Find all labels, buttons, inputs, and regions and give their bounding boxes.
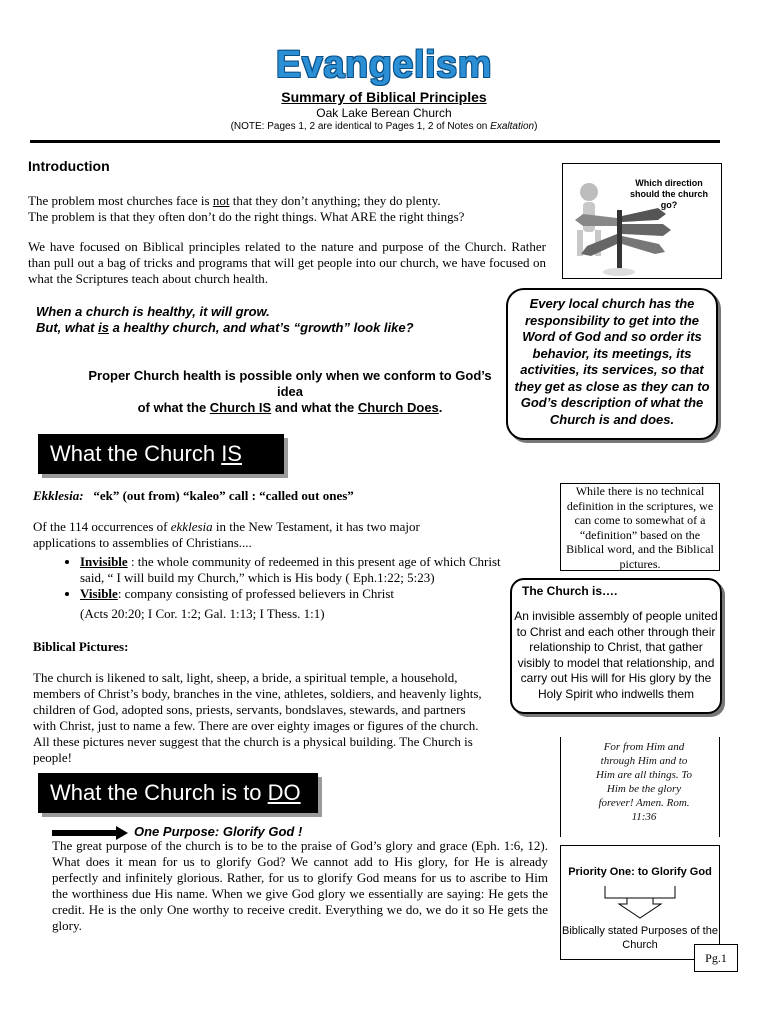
callout-text: a healthy church, and what’s “growth” look like? (108, 320, 414, 335)
occurrences-text (33, 519, 468, 551)
section-banner-do (38, 773, 318, 813)
header-note (0, 121, 768, 132)
note-suffix: ) (534, 121, 538, 132)
church-is-definition: An invisible assembly of people united to Christ and each other through their relationship to Christ, that gather visibly to model that relationship, and carry out His will for His glory by the Holy Spirit who indwells them (514, 609, 718, 701)
responsibility-box (506, 288, 718, 440)
priority-bottom-label: Biblically stated Purposes of the Church (562, 925, 718, 951)
callout-line: When a church is healthy, it will grow. (36, 304, 270, 319)
intro-text: that they don’t anything; they do plenty. (229, 193, 441, 208)
health-church-does: Church Does (357, 400, 439, 415)
direction-illustration (562, 163, 722, 279)
ekklesia-definition (33, 488, 354, 504)
banner-underlined: IS (221, 441, 242, 466)
church-is-box (510, 578, 722, 714)
visible-references: (Acts 20:20; I Cor. 1:2; Gal. 1:13; I Thess. 1:1) (80, 606, 325, 621)
document-title: Evangelism (275, 44, 493, 86)
visible-text: : company consisting of professed believers in Christ (117, 586, 395, 601)
health-callout (36, 304, 414, 336)
occ-text: Of the 114 occurrences of (33, 519, 171, 534)
banner-text: What the Church (50, 441, 222, 466)
priority-top-label: Priority One: to Glorify God (568, 866, 712, 878)
health-statement (80, 368, 500, 416)
illustration-caption: Which direction should the church go? (629, 178, 708, 210)
pictures-heading: Biblical Pictures: (33, 639, 129, 654)
health-text: and what the (271, 400, 358, 415)
health-line (80, 400, 500, 416)
arrow-right-icon (52, 830, 118, 836)
callout-line (36, 320, 414, 336)
callout-text: But, what (36, 320, 99, 335)
list-item (80, 586, 502, 602)
church-name: Oak Lake Berean Church (316, 106, 452, 120)
health-line: Proper Church health is possible only when we conform to God’s idea (88, 368, 492, 399)
intro-paragraph-2: We have focused on Biblical principles related to the nature and purpose of the Church. Rather than pull out a bag of tricks and programs that will get people into our church, we have focused on what the Scriptures teach about church health. (28, 239, 546, 286)
visible-label: Visible (80, 586, 118, 601)
church-applications-list (62, 554, 502, 602)
list-item (80, 554, 502, 586)
scripture-verse: For from Him and through Him and to Him are all things. To Him be the glory forever! Amen. Rom. 11:36 (595, 741, 693, 823)
document-subtitle: Summary of Biblical Principles (281, 89, 487, 105)
down-arrow-icon (561, 884, 719, 920)
intro-not: not (212, 193, 230, 208)
glorify-paragraph: The great purpose of the church is to be to the praise of God’s glory and grace (Eph. 1:6, 12). What does it mean for us to glorify God? We cannot add to His glory, for He is already perfectly and infinitely glorious. Rather, for us to glorify God means for us to ascribe to Him the worthiness due His name. When we give God glory we essentially are saying: He gets the credit. He is the only One worthy to receive credit. Everything we do, we do it so He gets the glory. (52, 838, 548, 933)
note-prefix: (NOTE: Pages 1, 2 are identical to Pages 1, 2 of Notes on (230, 121, 491, 132)
purpose-heading: One Purpose: Glorify God ! (134, 824, 303, 839)
occ-word: ekklesia (170, 519, 213, 534)
header-divider (30, 140, 720, 143)
occ-text: in the New Testament, it has two major applications to assemblies of Christians.... (33, 519, 420, 550)
responsibility-text: Every local church has the responsibility to get into the Word of God and so order its behavior, its meetings, its activities, its services, so that they get as close as they can to God’s description of what the Church is and does. (514, 296, 710, 427)
invisible-label: Invisible (80, 554, 128, 569)
ekklesia-meaning: “ek” (out from) “kaleo” call : “called out ones” (93, 488, 354, 503)
scripture-verse-box (560, 737, 720, 837)
section-banner-is (38, 434, 284, 474)
intro-text: The problem is that they often don’t do the right things. What ARE the right things? (28, 209, 465, 224)
health-church-is: Church IS (209, 400, 272, 415)
priority-diagram (560, 845, 720, 960)
banner-underlined: DO (267, 780, 301, 805)
pictures-paragraph: The church is likened to salt, light, sheep, a bride, a spiritual temple, a household, members of Christ’s body, branches in the vine, athletes, soldiers, and heavenly lights, children of God, adopted sons, priests, servants, bondslaves, stewards, and partners with Christ, just to name a few. There are over eighty images or figures of the church. All these pictures never suggest that the church is a physical building. The Church is people! (33, 670, 482, 765)
intro-heading: Introduction (28, 158, 110, 174)
banner-text: What the Church is to (50, 780, 268, 805)
note-italic: Exaltation (490, 121, 535, 132)
callout-is: is (98, 320, 109, 335)
page-number: Pg.1 (694, 944, 738, 972)
health-text: . (438, 400, 443, 415)
intro-paragraph-1 (28, 193, 548, 225)
definition-box: While there is no technical definition in the scriptures, we can come to somewhat of a “definition” based on the Biblical word, and the Biblical pictures. (560, 483, 720, 571)
church-is-heading: The Church is…. (522, 584, 618, 598)
invisible-text: : the whole community of redeemed in this present age of which Christ said, “ I will build my Church,” which is His body ( Eph.1:22; 5:23) (80, 554, 501, 585)
health-text: of what the (137, 400, 210, 415)
ekklesia-word: Ekklesia: (33, 488, 84, 503)
intro-text: The problem most churches face is (28, 193, 213, 208)
